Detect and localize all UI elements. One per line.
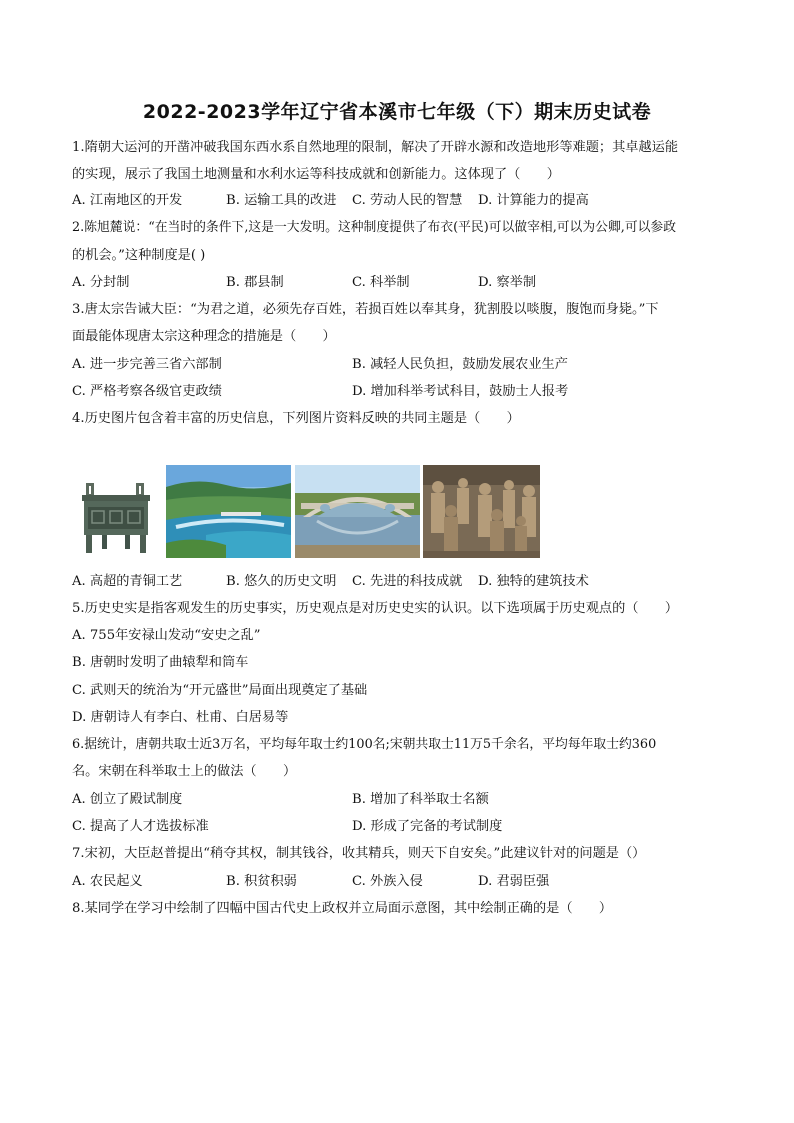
q6-option-b: B. 增加了科举取士名额 xyxy=(352,792,489,807)
q1-stem-line1: 1.隋朝大运河的开凿冲破我国东西水系自然地理的限制，解决了开辟水源和改造地形等难题；其卓越运能 xyxy=(72,140,679,155)
q2-option-b: B. 郡县制 xyxy=(226,275,284,290)
q2-option-d: D. 察举制 xyxy=(478,275,537,290)
q1-option-b: B. 运输工具的改进 xyxy=(226,193,337,208)
q4-option-a: A. 高超的青铜工艺 xyxy=(72,574,183,589)
q7-stem-line1: 7.宋初，大臣赵普提出“稍夺其权，制其钱谷，收其精兵，则天下自安矣。”此建议针对的问题是（） xyxy=(72,846,646,861)
q7-option-b: B. 积贫积弱 xyxy=(226,874,297,889)
q2-option-a: A. 分封制 xyxy=(72,275,130,290)
q1-option-d: D. 计算能力的提高 xyxy=(478,193,589,208)
q3-option-b: B. 减轻人民负担，鼓励发展农业生产 xyxy=(352,357,568,372)
q1-stem-line2: 的实现，展示了我国土地测量和水利水运等科技成就和创新能力。这体现了（ ） xyxy=(72,167,560,182)
q5-option-c: C. 武则天的统治为“开元盛世”局面出现奠定了基础 xyxy=(72,683,368,698)
q5-stem-line1: 5.历史史实是指客观发生的历史事实，历史观点是对历史史实的认识。以下选项属于历史观点的（ ） xyxy=(72,601,679,616)
q4-option-d: D. 独特的建筑技术 xyxy=(478,574,589,589)
q5-option-a: A. 755年安禄山发动“安史之乱” xyxy=(72,628,261,643)
q5-option-b: B. 唐朝时发明了曲辕犁和筒车 xyxy=(72,655,249,670)
terracotta-warriors-photo xyxy=(423,465,540,558)
q6-option-d: D. 形成了完备的考试制度 xyxy=(352,819,503,834)
q3-option-a: A. 进一步完善三省六部制 xyxy=(72,357,222,372)
q7-option-c: C. 外族入侵 xyxy=(352,874,423,889)
q1-option-a: A. 江南地区的开发 xyxy=(72,193,183,208)
q4-stem-line1: 4.历史图片包含着丰富的历史信息，下列图片资料反映的共同主题是（ ） xyxy=(72,411,520,426)
q6-stem-line2: 名。宋朝在科举取士上的做法（ ） xyxy=(72,764,297,779)
q2-option-c: C. 科举制 xyxy=(352,275,410,290)
q4-option-c: C. 先进的科技成就 xyxy=(352,574,463,589)
bronze-ding-icon xyxy=(72,465,160,558)
q1-option-c: C. 劳动人民的智慧 xyxy=(352,193,463,208)
q6-option-a: A. 创立了殿试制度 xyxy=(72,792,183,807)
q3-stem-line2: 面最能体现唐太宗这种理念的措施是（ ） xyxy=(72,329,336,344)
q3-option-c: C. 严格考察各级官吏政绩 xyxy=(72,384,222,399)
q2-stem-line2: 的机会。”这种制度是( ) xyxy=(72,248,206,263)
q6-stem-line1: 6.据统计，唐朝共取士近3万名，平均每年取士约100名;宋朝共取士11万5千余名，平均每年取士约360 xyxy=(72,737,657,752)
dujiangyan-photo xyxy=(166,465,291,558)
q3-option-d: D. 增加科举考试科目，鼓励士人报考 xyxy=(352,384,569,399)
q6-option-c: C. 提高了人才选拔标准 xyxy=(72,819,209,834)
q7-option-a: A. 农民起义 xyxy=(72,874,143,889)
q4-option-b: B. 悠久的历史文明 xyxy=(226,574,337,589)
q2-stem-line1: 2.陈旭麓说：“在当时的条件下,这是一大发明。这种制度提供了布衣(平民)可以做宰相,可以为公卿,可以参政 xyxy=(72,220,677,235)
zhaozhou-bridge-photo xyxy=(295,465,420,558)
q8-stem-line1: 8.某同学在学习中绘制了四幅中国古代史上政权并立局面示意图，其中绘制正确的是（ ） xyxy=(72,901,613,916)
exam-title: 2022-2023学年辽宁省本溪市七年级（下）期末历史试卷 xyxy=(142,101,652,123)
q5-option-d: D. 唐朝诗人有李白、杜甫、白居易等 xyxy=(72,710,289,725)
q7-option-d: D. 君弱臣强 xyxy=(478,874,550,889)
q3-stem-line1: 3.唐太宗告诫大臣：“为君之道，必须先存百姓，若损百姓以奉其身，犹割股以啖腹，腹饱而身毙。”下 xyxy=(72,302,659,317)
